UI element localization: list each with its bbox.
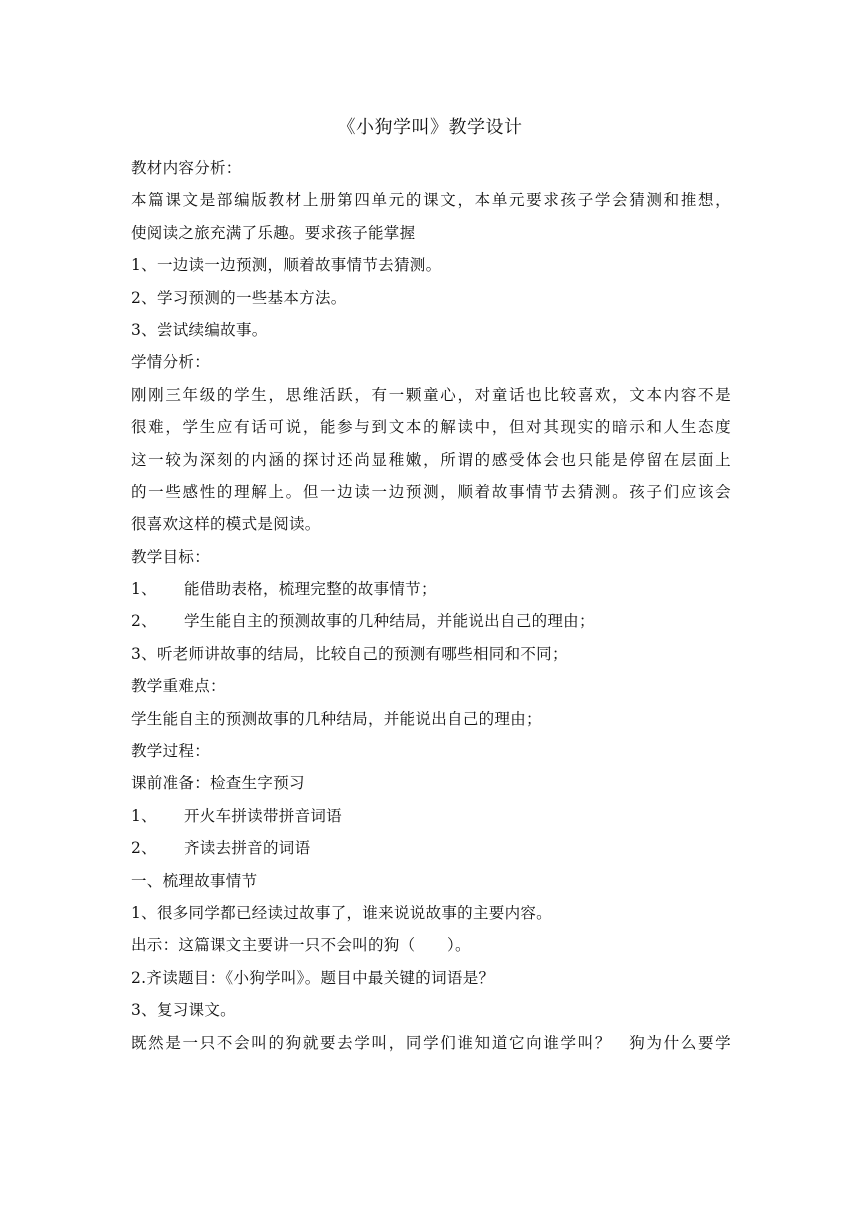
line-text: 本篇课文是部编版教材上册第四单元的课文，本单元要求孩子学会猜测和推想， xyxy=(131,191,731,210)
text-line xyxy=(131,476,731,508)
text-line xyxy=(131,282,731,314)
text-line xyxy=(131,1027,731,1059)
line-text: 能借助表格，梳理完整的故事情节； xyxy=(183,580,437,599)
text-line xyxy=(131,865,731,897)
text-line xyxy=(131,638,731,670)
line-text: 1、一边读一边预测，顺着故事情节去猜测。 xyxy=(131,256,442,275)
line-text: 刚刚三年级的学生，思维活跃，有一颗童心，对童话也比较喜欢，文本内容不是 xyxy=(131,385,731,404)
line-text: 使阅读之旅充满了乐趣。要求孩子能掌握 xyxy=(131,223,416,242)
text-line xyxy=(131,152,731,184)
line-text: 3、听老师讲故事的结局，比较自己的预测有哪些相同和不同； xyxy=(131,644,568,663)
list-number: 2、 xyxy=(131,612,157,631)
line-text: 教学过程： xyxy=(131,742,211,761)
text-line xyxy=(131,346,731,378)
line-text: 课前准备：检查生字预习 xyxy=(131,774,305,793)
line-text: 很喜欢这样的模式是阅读。 xyxy=(131,515,321,534)
line-text: 2.齐读题目：《小狗学叫》。题目中最关键的词语是？ xyxy=(131,968,495,987)
text-line xyxy=(131,735,731,767)
line-text: 学情分析： xyxy=(131,353,211,372)
line-text: 一、梳理故事情节 xyxy=(131,871,258,890)
document-title: 《小狗学叫》教学设计 xyxy=(337,117,523,138)
text-line xyxy=(131,703,731,735)
text-line xyxy=(131,314,731,346)
text-line xyxy=(131,184,731,216)
line-text: 1、很多同学都已经读过故事了，谁来说说故事的主要内容。 xyxy=(131,903,552,922)
text-line xyxy=(131,800,731,832)
line-text: 教学重难点： xyxy=(131,677,226,696)
text-line xyxy=(131,217,731,249)
text-line xyxy=(131,994,731,1026)
text-line xyxy=(131,962,731,994)
text-line xyxy=(131,444,731,476)
text-line xyxy=(131,379,731,411)
line-text: 3、尝试续编故事。 xyxy=(131,320,268,339)
line-text: 学生能自主的预测故事的几种结局，并能说出自己的理由； xyxy=(131,709,542,728)
line-text: 很难，学生应有话可说，能参与到文本的解读中，但对其现实的暗示和人生态度 xyxy=(131,418,731,437)
list-number: 2、 xyxy=(131,839,157,858)
text-line xyxy=(131,929,731,961)
line-text: 的一些感性的理解上。但一边读一边预测，顺着故事情节去猜测。孩子们应该会 xyxy=(131,482,731,501)
line-text: 教材内容分析： xyxy=(131,159,242,177)
text-line xyxy=(131,832,731,864)
text-line xyxy=(131,767,731,799)
line-text: 2、学习预测的一些基本方法。 xyxy=(131,288,347,307)
line-text: 开火车拼读带拼音词语 xyxy=(183,806,342,825)
text-line xyxy=(131,249,731,281)
document-body xyxy=(131,152,731,1059)
line-text: 这一较为深刻的内涵的探讨还尚显稚嫩，所谓的感受体会也只能是停留在层面上 xyxy=(131,450,731,469)
text-line xyxy=(131,605,731,637)
line-text: 教学目标： xyxy=(131,547,211,566)
text-line xyxy=(131,670,731,702)
text-line xyxy=(131,897,731,929)
list-number: 1、 xyxy=(131,806,157,825)
line-text: 学生能自主的预测故事的几种结局，并能说出自己的理由； xyxy=(183,612,595,631)
line-text: 出示：这篇课文主要讲一只不会叫的狗（ ）。 xyxy=(131,936,471,955)
text-line xyxy=(131,411,731,443)
text-line xyxy=(131,573,731,605)
line-text: 3、复习课文。 xyxy=(131,1001,236,1020)
line-text: 既然是一只不会叫的狗就要去学叫，同学们谁知道它向谁学叫？ 狗为什么要学 xyxy=(131,1033,731,1052)
text-line xyxy=(131,508,731,540)
line-text: 齐读去拼音的词语 xyxy=(183,839,311,858)
list-number: 1、 xyxy=(131,580,157,599)
text-line xyxy=(131,541,731,573)
